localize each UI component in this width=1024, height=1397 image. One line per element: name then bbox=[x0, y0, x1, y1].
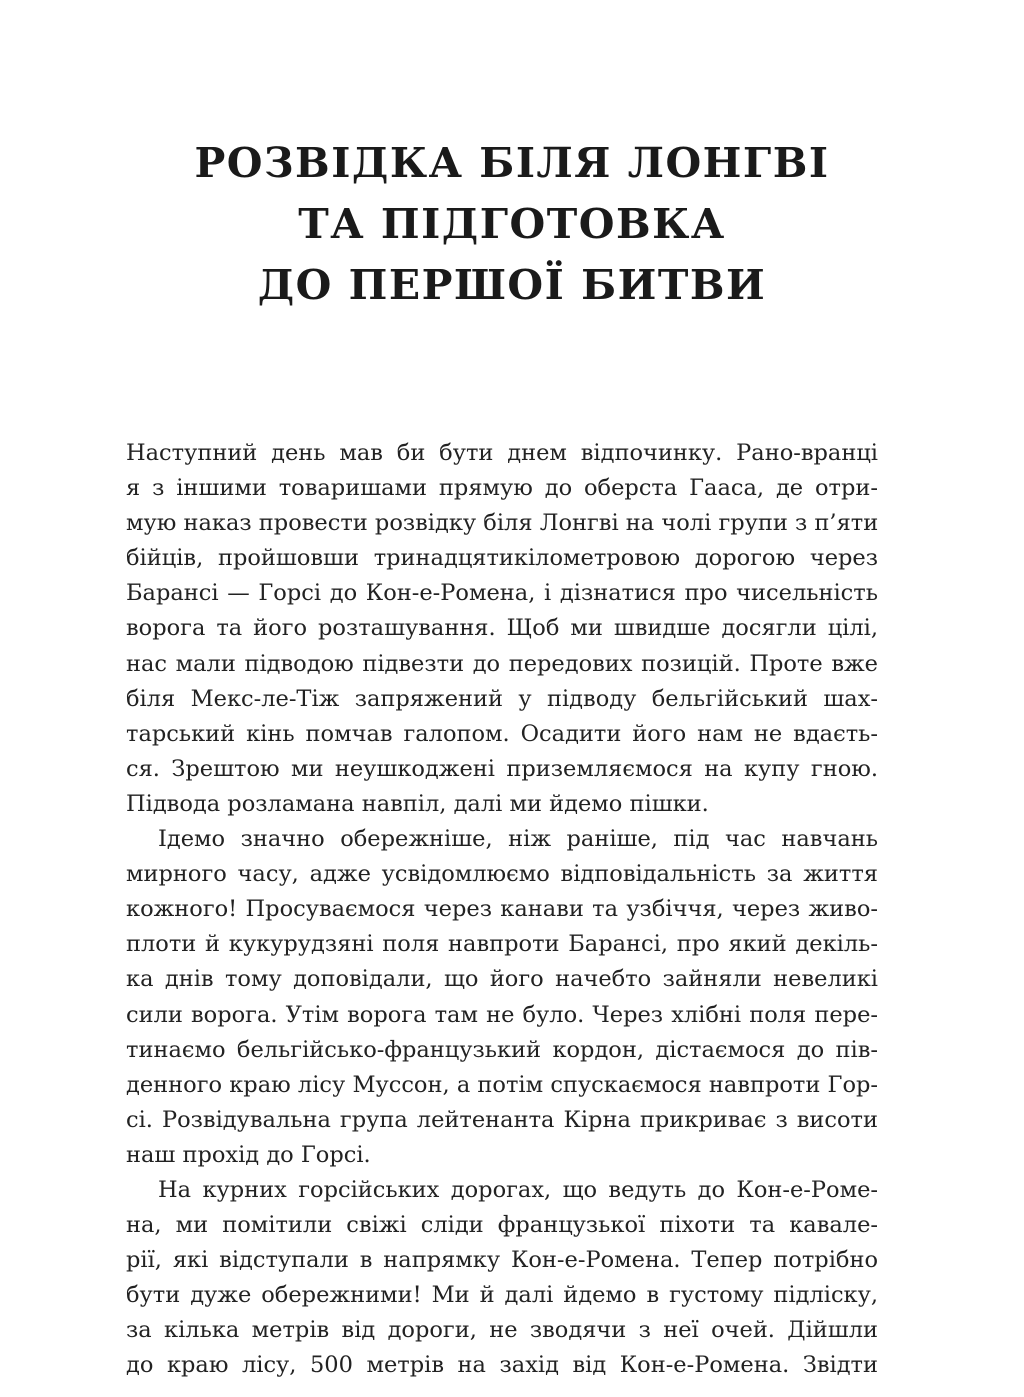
text-line: сили ворога. Утім ворога там не було. Через хлібні поля пере- bbox=[126, 1001, 878, 1028]
text-line: ка днів тому доповідали, що його начебто зайняли невеликі bbox=[126, 966, 878, 993]
text-line: мирного часу, адже усвідомлюємо відповідальність за життя bbox=[126, 861, 878, 888]
paragraph bbox=[126, 436, 878, 822]
text-line: ся. Зрештою ми неушкоджені приземляємося на купу гною. bbox=[126, 755, 878, 782]
text-line: біля Мекс-ле-Тіж запряжений у підводу бельгійський шах- bbox=[126, 685, 878, 712]
chapter-title-line: РОЗВІДКА БІЛЯ ЛОНГВІ bbox=[194, 139, 830, 187]
text-line: денного краю лісу Муссон, а потім спускаємося навпроти Гор- bbox=[126, 1071, 878, 1098]
text-line: я з іншими товаришами прямую до оберста Гааса, де отри- bbox=[126, 475, 878, 502]
chapter-title-line: ДО ПЕРШОЇ БИТВИ bbox=[257, 261, 767, 309]
chapter-body bbox=[126, 436, 878, 1384]
text-line: ворога та його розташування. Щоб ми швидше досягли цілі, bbox=[126, 615, 878, 642]
text-line: Наступний день мав би бути днем відпочинку. Рано-вранці bbox=[126, 440, 878, 466]
text-line: рії, які відступали в напрямку Кон-е-Ромена. Тепер потрібно bbox=[126, 1247, 878, 1274]
text-line: на, ми помітили свіжі сліди французької піхоти та кавале- bbox=[126, 1212, 878, 1239]
text-line: бути дуже обережними! Ми й далі йдемо в густому підліску, bbox=[126, 1282, 878, 1309]
text-line: тарський кінь помчав галопом. Осадити його нам не вдаєть- bbox=[126, 720, 878, 747]
text-line: наш прохід до Горсі. bbox=[126, 1141, 371, 1168]
text-line: до краю лісу, 500 метрів на захід від Кон-е-Ромена. Звідти bbox=[126, 1352, 878, 1379]
text-line: нас мали підводою підвезти до передових позицій. Проте вже bbox=[126, 650, 878, 677]
text-line: На курних горсійських дорогах, що ведуть до Кон-е-Роме- bbox=[158, 1176, 878, 1203]
text-line: тинаємо бельгійсько-французький кордон, дістаємося до пів- bbox=[126, 1036, 878, 1063]
text-line: кожного! Просуваємося через канави та узбіччя, через живо- bbox=[126, 896, 878, 923]
text-line: Підвода розламана навпіл, далі ми йдемо пішки. bbox=[126, 790, 709, 817]
paragraph bbox=[126, 822, 878, 1173]
text-line: за кілька метрів від дороги, не зводячи з неї очей. Дійшли bbox=[126, 1317, 878, 1344]
text-line: Барансі — Горсі до Кон-е-Ромена, і дізнатися про чисельність bbox=[126, 580, 878, 607]
text-line: плоти й кукурудзяні поля навпроти Барансі, про який декіль- bbox=[126, 931, 878, 958]
text-line: мую наказ провести розвідку біля Лонгві на чолі групи з п’яти bbox=[126, 510, 879, 537]
text-line: сі. Розвідувальна група лейтенанта Кірна прикриває з висоти bbox=[126, 1106, 878, 1133]
chapter-title-line: ТА ПІДГОТОВКА bbox=[298, 200, 726, 248]
paragraph bbox=[126, 1173, 878, 1384]
chapter-title bbox=[0, 133, 1024, 316]
text-line: бійців, пройшовши тринадцятикілометровою дорогою через bbox=[126, 545, 878, 572]
text-line: Ідемо значно обережніше, ніж раніше, під час навчань bbox=[158, 826, 878, 853]
